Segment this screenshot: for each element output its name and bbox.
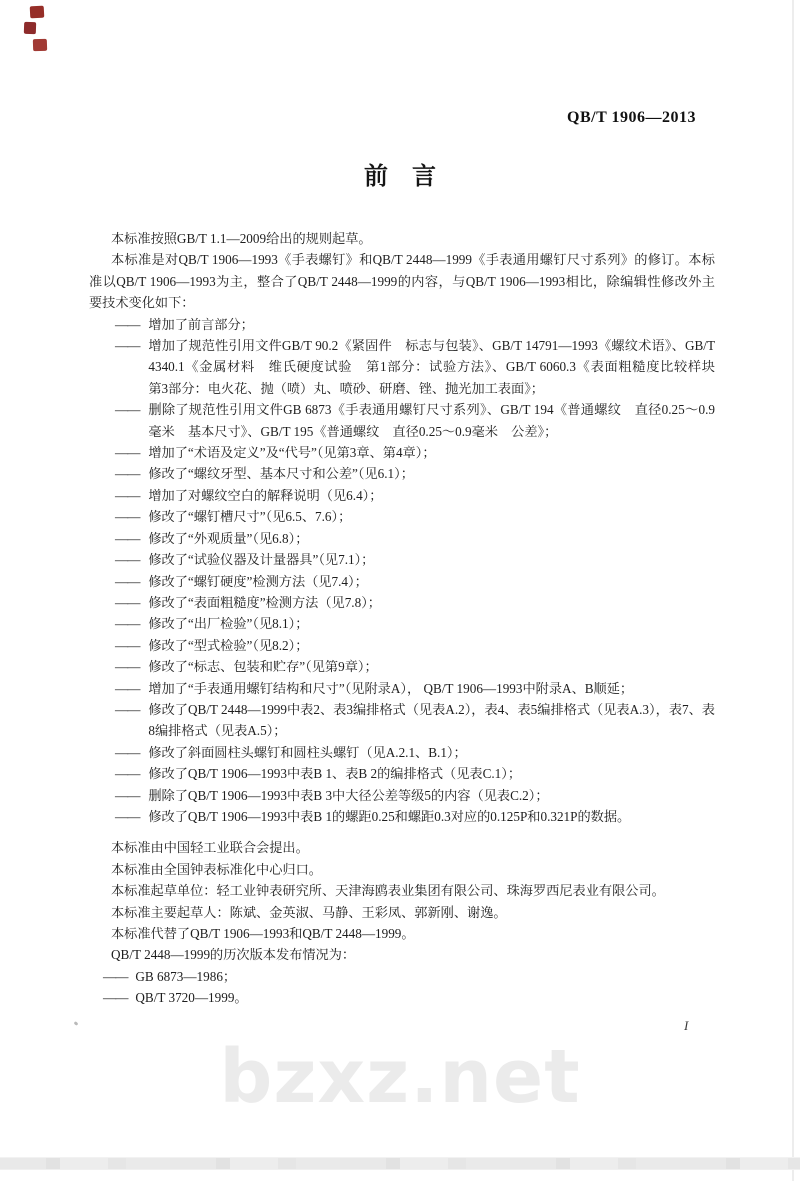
red-scan-mark [30,6,45,19]
list-item [89,549,715,570]
dash-bullet: —— [115,659,140,675]
history-item [89,966,715,987]
dash-bullet: —— [115,573,140,589]
list-item [89,485,715,506]
list-item-text: 增加了规范性引用文件GB/T 90.2《紧固件 标志与包装》、GB/T 14791—1993《螺纹术语》、GB/T 4340.1《金属材料 维氏硬度试验 第1部分：试验方法》、GB/T 6060.3《表面粗糙度比较样块 第3部分：电火花、抛（喷）丸、喷砂、研磨、锉、抛光加工表面》； [148,338,729,396]
dash-bullet: —— [115,552,140,568]
closing-paragraph: 本标准由全国钟表标准化中心归口。 [111,861,322,877]
list-item [89,806,715,827]
list-item-text: 修改了斜面圆柱头螺钉和圆柱头螺钉（见A.2.1、B.1）； [148,744,467,760]
dash-bullet: —— [115,808,140,824]
list-item-text: 修改了“螺钉硬度”检测方法（见7.4）； [148,573,368,589]
list-item [89,592,715,613]
list-item-text: 修改了QB/T 1906—1993中表B 1的螺距0.25和螺距0.3对应的0.125P和0.321P的数据。 [148,808,631,824]
dash-bullet: —— [115,766,140,782]
list-item-text: 增加了“手表通用螺钉结构和尺寸”（见附录A）， QB/T 1906—1993中附录A、B顺延； [148,680,634,696]
changes-list [89,314,729,828]
list-item [89,635,715,656]
list-item-text: 修改了“试验仪器及计量器具”（见7.1）； [148,552,375,568]
list-item [89,763,715,784]
foreword-content [89,228,729,1009]
dash-bullet: —— [115,680,140,696]
dash-bullet: —— [115,744,140,760]
red-scan-mark [24,22,36,34]
list-item-text: 修改了“型式检验”（见8.2）； [148,637,309,653]
dash-bullet: —— [115,616,140,632]
scan-bottom-bar [0,1157,800,1170]
list-item-text: 增加了“术语及定义”及“代号”（见第3章、第4章）； [148,445,436,461]
dash-bullet: —— [115,509,140,525]
list-item-text: 修改了“外观质量”（见6.8）； [148,530,309,546]
list-item-text: 修改了“标志、包装和贮存”（见第9章）； [148,659,378,675]
list-item [89,335,729,399]
watermark-text: bzxz.net [219,1034,581,1120]
page-title: 前 言 [364,164,436,190]
list-item-text: 修改了QB/T 2448—1999中表2、表3编排格式（见表A.2），表4、表5编排格式（见表A.3），表7、表8编排格式（见表A.5）； [148,701,715,739]
list-item-text: 修改了“表面粗糙度”检测方法（见7.8）； [148,594,381,610]
list-item [89,399,715,442]
dash-bullet: —— [115,445,140,461]
closing-paragraphs [89,837,715,1008]
dash-bullet: —— [115,530,140,546]
list-item-text: 增加了前言部分； [148,316,254,332]
list-item [89,613,715,634]
list-item-text: 删除了规范性引用文件GB 6873《手表通用螺钉尺寸系列》、GB/T 194《普通螺纹 直径0.25～0.9毫米 基本尺寸》、GB/T 195《普通螺纹 直径0.25～0.9毫米 公差》； [148,402,715,439]
dash-bullet: —— [115,338,140,354]
dash-bullet: —— [115,466,140,482]
dash-bullet: —— [115,487,140,503]
dash-bullet: —— [115,402,140,418]
list-item [89,442,715,463]
list-item [89,314,715,335]
list-item-text: 修改了“出厂检验”（见8.1）； [148,616,309,632]
dash-bullet: —— [115,637,140,653]
closing-paragraph: 本标准代替了QB/T 1906—1993和QB/T 2448—1999。 [111,926,415,941]
scan-speck [74,1021,79,1026]
list-item [89,463,715,484]
list-item [89,742,715,763]
list-item [89,506,715,527]
list-item-text: 删除了QB/T 1906—1993中表B 3中大径公差等级5的内容（见表C.2）； [148,787,549,803]
red-scan-mark [33,39,47,51]
dash-bullet: —— [103,968,128,984]
list-item-text: 修改了QB/T 1906—1993中表B 1、表B 2的编排格式（见表C.1）； [148,766,522,782]
page-number: I [684,1018,689,1033]
history-item-text: GB 6873—1986； [135,968,237,984]
list-item [89,571,715,592]
list-item [89,785,715,806]
list-item [89,528,715,549]
history-item-text: QB/T 3720—1999。 [135,990,248,1006]
list-item [89,699,715,742]
list-item [89,678,715,699]
closing-paragraph: 本标准主要起草人：陈斌、金英淑、马静、王彩凤、郭新刚、谢逸。 [111,904,507,920]
list-item-text: 修改了“螺纹牙型、基本尺寸和公差”（见6.1）； [148,466,414,482]
list-item [89,656,715,677]
dash-bullet: —— [103,990,128,1006]
dash-bullet: —— [115,316,140,332]
dash-bullet: —— [115,701,140,717]
list-item-text: 增加了对螺纹空白的解释说明（见6.4）； [148,487,383,503]
history-item [89,987,715,1008]
dash-bullet: —— [115,787,140,803]
dash-bullet: —— [115,594,140,610]
closing-paragraph: 本标准由中国轻工业联合会提出。 [111,840,309,856]
list-item-text: 修改了“螺钉槽尺寸”（见6.5、7.6）； [148,509,352,525]
intro-paragraph: 本标准按照GB/T 1.1—2009给出的规则起草。 [111,231,372,246]
closing-paragraph: 本标准起草单位：轻工业钟表研究所、天津海鸥表业集团有限公司、珠海罗西尼表业有限公司。 [111,883,665,899]
history-label: QB/T 2448—1999的历次版本发布情况为： [111,947,356,963]
standard-number: QB/T 1906—2013 [567,109,696,126]
intro-paragraph: 本标准是对QB/T 1906—1993《手表螺钉》和QB/T 2448—1999《手表通用螺钉尺寸系列》的修订。本标准以QB/T 1906—1993为主，整合了QB/T 2448—1999的内容，与QB/T 1906—1993相比，除编辑性修改外主要技术变化如下： [89,252,715,311]
